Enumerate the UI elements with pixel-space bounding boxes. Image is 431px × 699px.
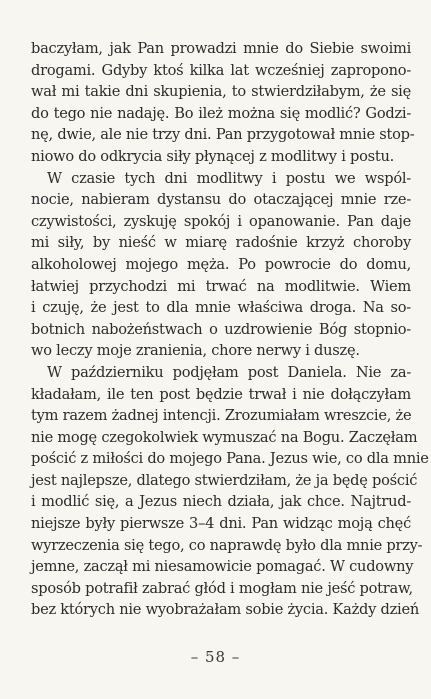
text-line: wyrzeczenia się tego, co naprawdę było dla mnie przy- — [31, 536, 423, 554]
body-text — [31, 38, 429, 621]
text-line: bez których nie wyobrażałam sobie życia. Każdy dzień — [31, 601, 419, 619]
text-line: W czasie tych dni modlitwy i postu we wspól- — [47, 169, 411, 187]
text-line: wał mi takie dni skupienia, to stwierdziłabym, że się — [31, 83, 411, 101]
text-line: i modlić się, a Jezus niech działa, jak chce. Najtrud- — [31, 493, 411, 511]
text-line: nie mogę czegokolwiek wymuszać na Bogu. Zaczęłam — [31, 428, 418, 446]
text-line: i czuję, że jest to dla mnie właściwa droga. Na so- — [31, 299, 411, 317]
text-line: tym razem żadnej intencji. Zrozumiałam wreszcie, że — [31, 407, 412, 425]
text-line: W październiku podjęłam post Daniela. Nie za- — [47, 363, 411, 381]
text-line: drogami. Gdyby ktoś kilka lat wcześniej zapropono- — [31, 61, 411, 79]
text-line: baczyłam, jak Pan prowadzi mnie do Siebie swoimi — [31, 40, 411, 57]
text-line: kładałam, ile ten post będzie trwał i nie dołączyłam — [31, 385, 411, 403]
text-line: pościć z miłości do mojego Pana. Jezus wie, co dla mnie — [31, 450, 429, 468]
text-line: nocie, nabieram dystansu do otaczającej mnie rze- — [31, 191, 411, 209]
text-line: jemne, zaczął mi niesamowicie pomagać. W cudowny — [31, 558, 414, 576]
text-line: nę, dwie, ale nie trzy dni. Pan przygotował mnie stop- — [31, 126, 415, 144]
text-line: sposób potrafił zabrać głód i mogłam nie jeść potraw, — [31, 579, 413, 597]
text-line: alkoholowej mojego męża. Po powrocie do domu, — [31, 255, 411, 273]
text-line: wo leczy moje zranienia, chore nerwy i duszę. — [31, 342, 360, 360]
text-line: jest najlepsze, dlatego stwierdziłam, że ja będę pościć — [31, 471, 418, 489]
text-line: niejsze były pierwsze 3–4 dni. Pan widząc moją chęć — [31, 515, 411, 533]
text-line: mi siły, by nieść w miarę radośnie krzyż choroby — [31, 234, 411, 252]
text-line: botnich nabożeństwach o uzdrowienie Bóg stopnio- — [31, 320, 411, 338]
text-line: niowo do odkrycia siły płynącej z modlitwy i postu. — [31, 147, 395, 165]
text-line: do tego nie nadaję. Bo ileż można się modlić? Godzi- — [31, 104, 411, 122]
text-line: łatwiej przychodzi mi trwać na modlitwie. Wiem — [31, 277, 411, 295]
text-line: czywistości, zyskuję spokój i opanowanie. Pan daje — [31, 212, 411, 230]
page-number: – 58 – — [190, 648, 241, 666]
